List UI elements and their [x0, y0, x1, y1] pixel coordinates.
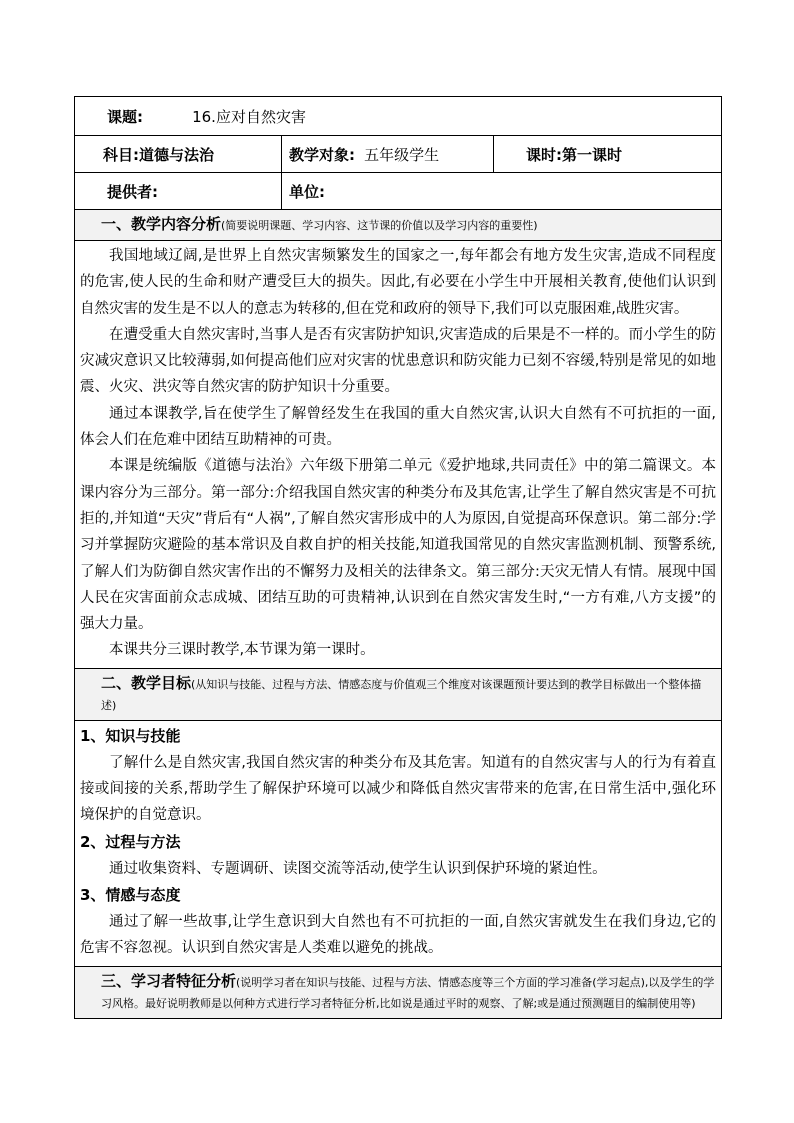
topic-value: 16.应对自然灾害 [192, 107, 306, 126]
section1-header [75, 210, 722, 241]
objective-text: 了解什么是自然灾害,我国自然灾害的种类分布及其危害。知道有的自然灾害与人的行为有着直接或间接的关系,帮助学生了解保护环境可以减少和降低自然灾害带来的危害,在日常生活中,强化环境保护的自觉意识。 [80, 754, 717, 824]
objective-heading: 1、知识与技能 [80, 726, 181, 745]
section2-title: 二、教学目标 [101, 673, 192, 692]
unit-cell [282, 173, 722, 210]
section3-title: 三、学习者特征分析 [101, 971, 237, 990]
provider-cell [75, 173, 282, 210]
provider-row [75, 173, 722, 210]
section2-body-row [75, 720, 722, 966]
section2-header-row [75, 668, 722, 720]
info-row [75, 136, 722, 173]
section1-paragraph: 我国地域辽阔,是世界上自然灾害频繁发生的国家之一,每年都会有地方发生灾害,造成不同程度的危害,使人民的生命和财产遭受巨大的损失。因此,有必要在小学生中开展相关教育,使他们认识到自然灾害的发生是不以人的意志为转移的,但在党和政府的领导下,我们可以克服困难,战胜灾害。 [80, 248, 717, 317]
period-cell [494, 136, 722, 173]
section1-paragraph: 通过本课教学,旨在使学生了解曾经发生在我国的重大自然灾害,认识大自然有不可抗拒的一面,体会人们在危难中团结互助精神的可贵。 [80, 405, 717, 449]
section1-title: 一、教学内容分析 [101, 215, 222, 233]
unit-label: 单位: [289, 182, 325, 201]
section1-paragraph: 本课是统编版《道德与法治》六年级下册第二单元《爱护地球,共同责任》中的第二篇课文。本课内容分为三部分。第一部分:介绍我国自然灾害的种类分布及其危害,让学生了解自然灾害是不可抗拒的,并知道“天灾”背后有“人祸”,了解自然灾害形成中的人为原因,自觉提高环保意识。第二部分:学习并掌握防灾避险的基本常识及自救自护的相关技能,知道我国常见的自然灾害监测机制、预警系统,了解人们为防御自然灾害作出的不懈努力及相关的法律条文。第三部分:天灾无情人有情。展现中国人民在灾害面前众志成城、团结互助的可贵精神,认识到在自然灾害发生时,“一方有难,八方支援”的强大力量。 [80, 458, 717, 633]
period: 课时:第一课时 [526, 145, 622, 164]
section3-note: (说明学习者在知识与技能、过程与方法、情感态度等三个方面的学习准备(学习起点),以及学生的学习风格。最好说明教师是以何种方式进行学习者特征分析,比如说是通过平时的观察、了解;或是通过预测题目的编制使用等) [101, 975, 715, 1010]
section2-body [75, 720, 722, 966]
section3-header-row [75, 966, 722, 1018]
section1-note: (简要说明课题、学习内容、这节课的价值以及学习内容的重要性) [221, 219, 538, 232]
objective-text: 通过了解一些故事,让学生意识到大自然也有不可抗拒的一面,自然灾害就发生在我们身边,它的危害不容忽视。认识到自然灾害是人类难以避免的挑战。 [80, 913, 717, 957]
topic-label: 课题: [107, 107, 143, 126]
section1-paragraph: 本课共分三课时教学,本节课为第一课时。 [109, 642, 375, 659]
objective-heading: 3、情感与态度 [80, 885, 181, 904]
audience-value: 五年级学生 [364, 145, 440, 164]
section1-body [75, 241, 722, 669]
section3-header [75, 966, 722, 1018]
subject: 科目:道德与法治 [103, 145, 214, 164]
topic-cell [75, 97, 722, 136]
section2-note: (从知识与技能、过程与方法、情感态度与价值观三个维度对该课题预计要达到的教学目标做出一个整体描述) [101, 677, 702, 712]
objective-text: 通过收集资料、专题调研、读图交流等活动,使学生认识到保护环境的紧迫性。 [109, 860, 607, 877]
audience-label: 教学对象: [289, 145, 355, 164]
section1-header-row [75, 210, 722, 241]
section1-body-row [75, 241, 722, 669]
section1-paragraph: 在遭受重大自然灾害时,当事人是否有灾害防护知识,灾害造成的后果是不一样的。而小学生的防灾减灾意识又比较薄弱,如何提高他们应对灾害的忧患意识和防灾能力已刻不容缓,特别是常见的如地震、火灾、洪灾等自然灾害的防护知识十分重要。 [80, 326, 717, 396]
objective-heading: 2、过程与方法 [80, 832, 181, 851]
provider-label: 提供者: [107, 182, 158, 201]
subject-cell [75, 136, 282, 173]
section2-header [75, 668, 722, 720]
audience-cell [282, 136, 494, 173]
topic-row [75, 97, 722, 136]
lesson-plan-table [74, 96, 722, 1019]
